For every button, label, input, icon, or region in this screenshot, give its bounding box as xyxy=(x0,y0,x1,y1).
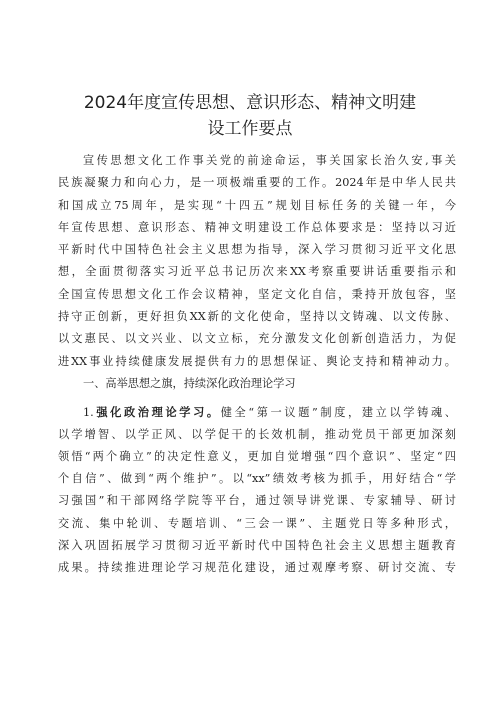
item-1-title: 强化政治理论学习。 xyxy=(93,405,221,420)
paragraph-line: 民族凝聚力和向心力，是一项极端重要的工作。2024年是中华人民共 xyxy=(58,176,456,190)
document-body xyxy=(58,150,456,580)
section-heading: 一、高举思想之旗，持续深化政治理论学习 xyxy=(83,376,296,390)
paragraph-line: 想，全面贯彻落实习近平总书记历次来XX考察重要讲话重要指示和 xyxy=(58,265,456,279)
paragraph-line: 和国成立75周年，是实现“十四五”规划目标任务的关键一年，今 xyxy=(58,198,456,212)
item-1-text: 健全“第一议题”制度，建立以学铸魂、 xyxy=(220,406,456,420)
document-title-line-1: 2024年度宣传思想、意识形态、精神文明建 xyxy=(83,93,417,113)
item-1-number: 1. xyxy=(83,406,94,420)
paragraph-line: 成果。持续推进理论学习规范化建设，通过观摩考察、研讨交流、专 xyxy=(58,561,456,575)
document-title-line-2: 设工作要点 xyxy=(207,119,293,139)
paragraph-line: 个自信”、做到“两个维护”。以“xx”绩效考核为抓手，用好结合“学 xyxy=(58,472,456,486)
paragraph-line: 领悟“两个确立”的决定性意义，更加自觉增强“四个意识”、坚定“四 xyxy=(58,449,456,463)
paragraph-line: 以文惠民、以文兴业、以文立标，充分激发文化创新创造活力，为促 xyxy=(58,332,456,346)
paragraph-line: 持守正创新，更好担负XX新的文化使命，坚持以文铸魂、以文传脉、 xyxy=(58,310,456,324)
paragraph-line: 进XX事业持续健康发展提供有力的思想保证、舆论支持和精神动力。 xyxy=(58,354,456,368)
paragraph-line: 交流、集中轮训、专题培训、“三会一课”、主题党日等多种形式， xyxy=(58,516,456,530)
paragraph-line: 年宣传思想、意识形态、精神文明建设工作总体要求是：坚持以习近 xyxy=(58,220,456,234)
paragraph-line: 深入巩固拓展学习贯彻习近平新时代中国特色社会主义思想主题教育 xyxy=(58,539,456,553)
paragraph-line: 以学增智、以学正风、以学促干的长效机制，推动党员干部更加深刻 xyxy=(58,427,456,441)
paragraph-line: 习强国”和干部网络学院等平台，通过领导讲党课、专家辅导、研讨 xyxy=(58,494,456,508)
item-1-first-line xyxy=(58,401,456,423)
paragraph-line: 全国宣传思想文化工作会议精神，坚定文化自信，秉持开放包容，坚 xyxy=(58,287,456,301)
paragraph-line: 平新时代中国特色社会主义思想为指导，深入学习贯彻习近平文化思 xyxy=(58,243,456,257)
paragraph-line: 宣传思想文化工作事关党的前途命运，事关国家长治久安,事关 xyxy=(83,154,456,167)
